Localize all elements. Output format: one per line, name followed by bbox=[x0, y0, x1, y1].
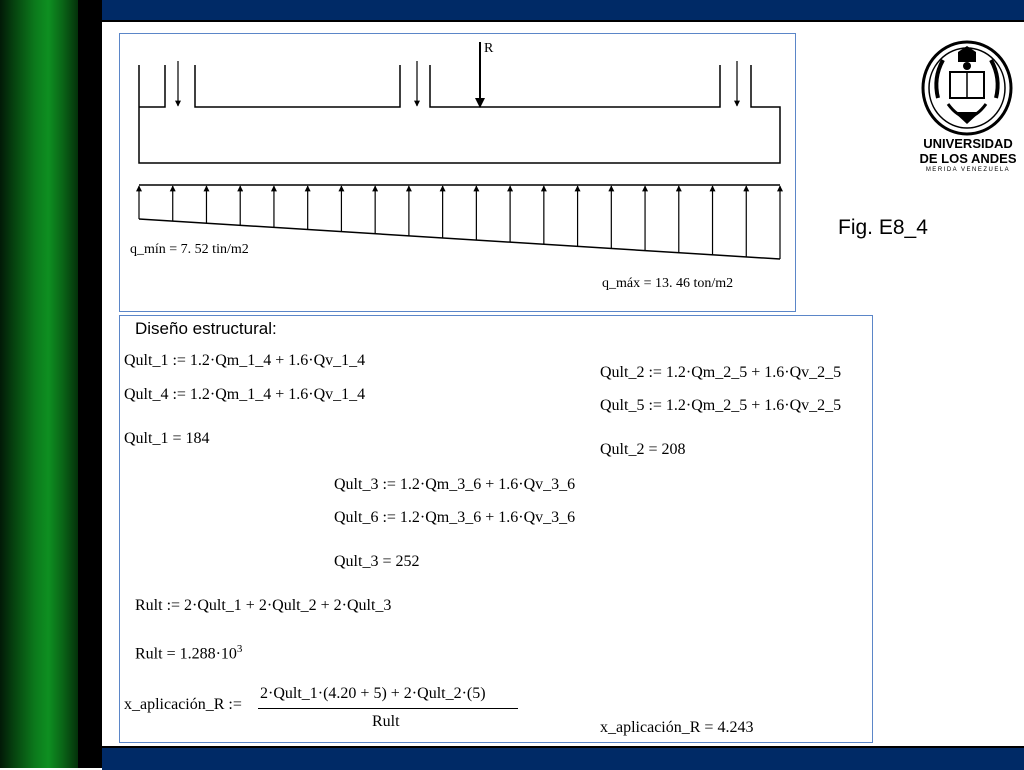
eq-rult-def: Rult := 2·Qult_1 + 2·Qult_2 + 2·Qult_3 bbox=[135, 597, 392, 614]
eq-qult3-value: Qult_3 = 252 bbox=[334, 553, 420, 570]
left-dark-strip bbox=[78, 0, 102, 768]
eq-xapp-value: x_aplicación_R = 4.243 bbox=[600, 719, 754, 736]
eq-qult4-def: Qult_4 := 1.2·Qm_1_4 + 1.6·Qv_1_4 bbox=[124, 386, 366, 403]
eq-rult-value-exponent: 3 bbox=[236, 643, 243, 655]
eq-xapp-lhs: x_aplicación_R := bbox=[124, 696, 242, 713]
calc-heading: Diseño estructural: bbox=[135, 319, 277, 338]
eq-qult1-def: Qult_1 := 1.2·Qm_1_4 + 1.6·Qv_1_4 bbox=[124, 352, 366, 369]
foundation-diagram bbox=[120, 34, 795, 311]
fraction-bar bbox=[258, 708, 518, 709]
eq-qult2-def: Qult_2 := 1.2·Qm_2_5 + 1.6·Qv_2_5 bbox=[600, 364, 842, 381]
eq-xapp-denominator: Rult bbox=[372, 713, 400, 730]
left-gradient-bar bbox=[0, 0, 78, 768]
university-location: MERIDA VENEZUELA bbox=[925, 167, 1011, 173]
q-max-label: q_máx = 13. 46 ton/m2 bbox=[602, 276, 734, 291]
top-band bbox=[102, 0, 1024, 22]
eq-rult-value bbox=[135, 640, 242, 663]
eq-qult2-value: Qult_2 = 208 bbox=[600, 441, 686, 458]
figure-caption: Fig. E8_4 bbox=[838, 216, 928, 239]
footing-outline bbox=[139, 65, 780, 163]
eq-qult5-def: Qult_5 := 1.2·Qm_2_5 + 1.6·Qv_2_5 bbox=[600, 397, 842, 414]
bottom-band bbox=[102, 746, 1024, 770]
eq-qult1-value: Qult_1 = 184 bbox=[124, 430, 210, 447]
foundation-figure bbox=[119, 33, 796, 312]
university-name-line1: UNIVERSIDAD bbox=[923, 136, 1013, 151]
eq-xapp-numerator: 2·Qult_1·(4.20 + 5) + 2·Qult_2·(5) bbox=[260, 685, 486, 702]
eq-rult-value-base: Rult = 1.288·10 bbox=[135, 645, 237, 663]
eq-qult6-def: Qult_6 := 1.2·Qm_3_6 + 1.6·Qv_3_6 bbox=[334, 509, 576, 526]
university-name-line2: DE LOS ANDES bbox=[919, 151, 1017, 166]
resultant-label: R bbox=[484, 41, 494, 56]
q-min-label: q_mín = 7. 52 tin/m2 bbox=[130, 242, 249, 257]
calculation-panel bbox=[119, 315, 873, 743]
eq-qult3-def: Qult_3 := 1.2·Qm_3_6 + 1.6·Qv_3_6 bbox=[334, 476, 576, 493]
